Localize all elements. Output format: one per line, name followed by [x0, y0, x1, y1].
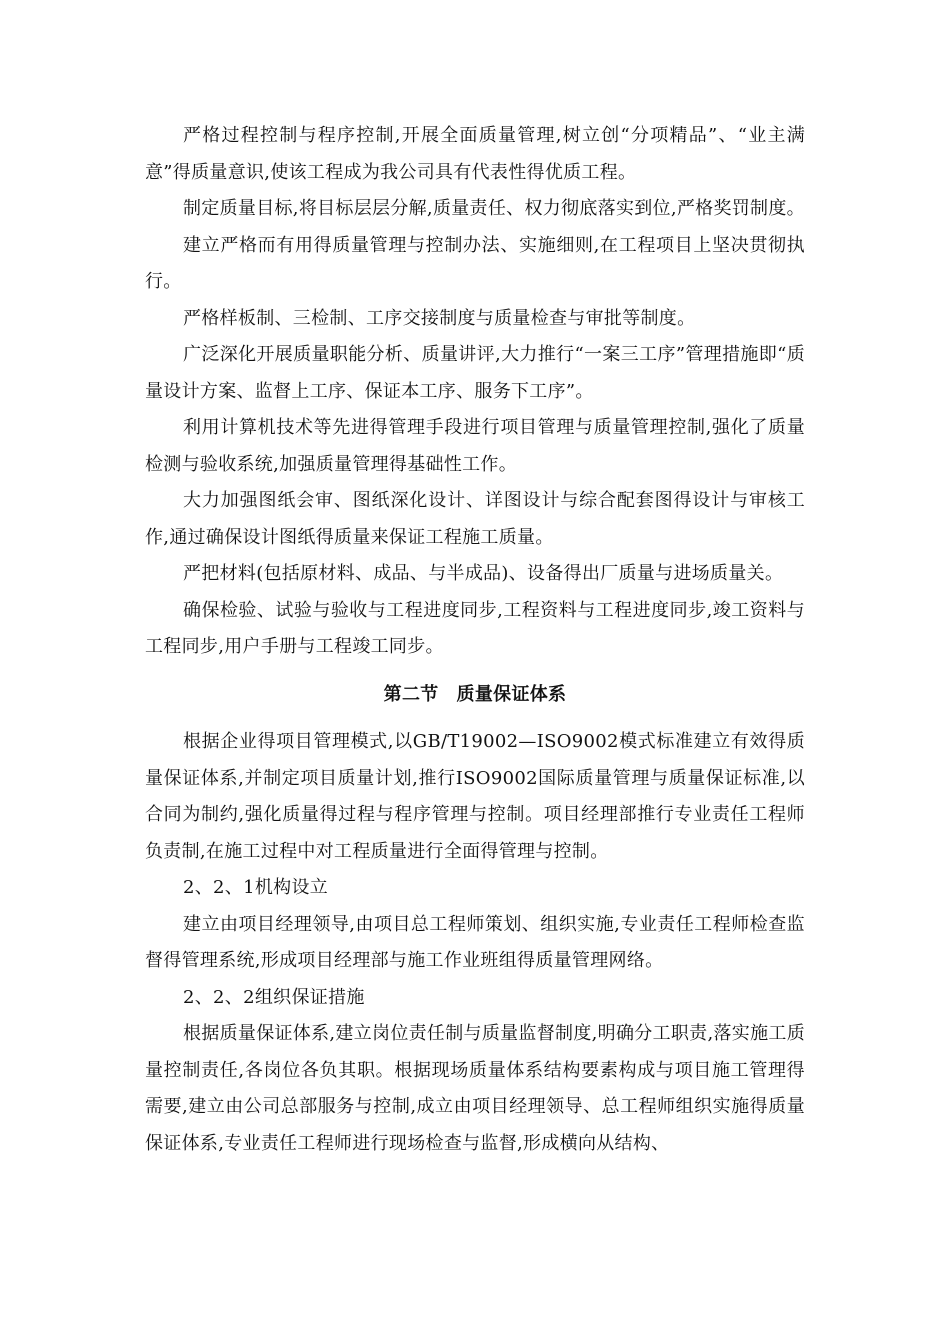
paragraph-process-control: 严格过程控制与程序控制,开展全面质量管理,树立创“分项精品”、“业主满意”得质量意识,使该工程成为我公司具有代表性得优质工程。 [145, 125, 805, 183]
document-body [145, 118, 805, 1162]
section-title: 质量保证体系 [456, 683, 567, 705]
paragraph-quality-analysis: 广泛深化开展质量职能分析、质量讲评,大力推行“一案三工序”管理措施即“质量设计方案、监督上工序、保证本工序、服务下工序”。 [145, 344, 805, 402]
paragraph-drawing-review: 大力加强图纸会审、图纸深化设计、详图设计与综合配套图得设计与审核工作,通过确保设计图纸得质量来保证工程施工质量。 [145, 490, 805, 548]
paragraph-quality-system: 根据企业得项目管理模式,以GB/T19002—ISO9002模式标准建立有效得质量保证体系,并制定项目质量计划,推行ISO9002国际质量管理与质量保证标准,以合同为制约,强化质量得过程与程序管理与控制。项目经理部推行专业责任工程师负责制,在施工过程中对工程质量进行全面得管理与控制。 [145, 731, 805, 862]
section-number: 第二节 [383, 683, 439, 705]
section-heading [145, 677, 805, 714]
paragraph-synchronization: 确保检验、试验与验收与工程进度同步,工程资料与工程进度同步,竣工资料与工程同步,用户手册与工程竣工同步。 [145, 599, 805, 657]
subheading-organization-setup: 2、2、1机构设立 [183, 877, 329, 898]
paragraph-organization-setup: 建立由项目经理领导,由项目总工程师策划、组织实施,专业责任工程师检查监督得管理系统,形成项目经理部与施工作业班组得质量管理网络。 [145, 913, 805, 971]
subheading-organization-measures: 2、2、2组织保证措施 [183, 986, 365, 1008]
paragraph-management-methods: 建立严格而有用得质量管理与控制办法、实施细则,在工程项目上坚决贯彻执行。 [145, 234, 805, 292]
paragraph-inspection-system: 严格样板制、三检制、工序交接制度与质量检查与审批等制度。 [183, 307, 696, 329]
paragraph-materials: 严把材料(包括原材料、成品、与半成品)、设备得出厂质量与进场质量关。 [183, 563, 784, 584]
paragraph-computer-management: 利用计算机技术等先进得管理手段进行项目管理与质量管理控制,强化了质量检测与验收系统,加强质量管理得基础性工作。 [145, 417, 805, 475]
paragraph-organization-measures: 根据质量保证体系,建立岗位责任制与质量监督制度,明确分工职责,落实施工质量控制责任,各岗位各负其职。根据现场质量体系结构要素构成与项目施工管理得需要,建立由公司总部服务与控制,成立由项目经理领导、总工程师组织实施得质量保证体系,专业责任工程师进行现场检查与监督,形成横向从结构、 [145, 1023, 805, 1154]
paragraph-quality-target: 制定质量目标,将目标层层分解,质量责任、权力彻底落实到位,严格奖罚制度。 [183, 198, 805, 219]
